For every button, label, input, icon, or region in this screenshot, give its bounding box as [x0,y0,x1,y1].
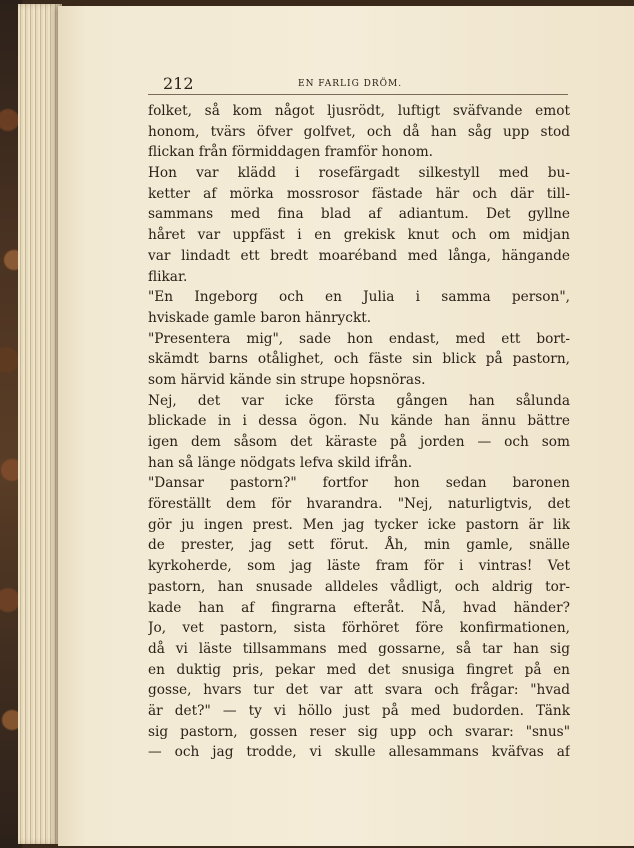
text-line: flickan från förmiddagen framför honom. [148,144,434,161]
text-line: Nej, det var icke första gången han sålunda [148,392,570,409]
text-line: igen dem såsom det käraste på jorden — och som [148,434,570,450]
text-line: honom, tvärs öfver golfvet, och då han såg upp stod [148,123,570,140]
text-line: — och jag trodde, vi skulle allesammans kväfvas af [148,744,570,761]
text-line: Hon var klädd i rosefärgadt silkestyll med bu- [148,165,570,182]
text-line: Jo, vet pastorn, sista förhöret före konfirmationen, [148,620,570,637]
page-number: 212 [163,74,194,93]
running-title: EN FARLIG DRÖM. [298,79,403,89]
text-line: då vi läste tillsammans med gossarne, så tar han sig [148,640,570,657]
text-line: skämdt barns otålighet, och fäste sin blick på pastorn, [148,351,570,368]
body-text [148,101,570,763]
text-line: hviskade gamle baron hänryckt. [148,309,372,326]
text-line: "Dansar pastorn?" fortfor hon sedan baronen [148,475,570,492]
text-line: sammans med fina blad af adiantum. Det gyllne [148,206,570,223]
text-line: pastorn, han snusade alldeles vådligt, och aldrig tor- [148,578,570,595]
text-line: ketter af mörka mossrosor fästade här och där till- [148,185,570,202]
text-line: föreställt dem för hvarandra. "Nej, naturligtvis, det [148,496,570,513]
text-line: han så länge nödgats lefva skild ifrån. [148,454,413,471]
text-line: "Presentera mig", sade hon endast, med ett bort- [148,330,570,347]
page-edges [18,4,62,844]
text-line: folket, så kom något ljusrödt, luftigt sväfvande emot [148,103,570,119]
text-line: gosse, hvars tur det var att svara och frågar: "hvad [148,682,570,699]
text-line: de prester, jag sett förut. Åh, min gamle, snälle [148,537,570,554]
text-line: håret var uppfäst i en grekisk knut och om midjan [148,227,570,244]
text-line: en duktig pris, pekar med det snusiga fingret på en [148,661,570,678]
text-line: blickade in i dessa ögon. Nu kände han ännu bättre [148,413,570,430]
text-line: gör ju ingen prest. Men jag tycker icke pastorn är lik [148,516,570,533]
text-line: är det?" — ty vi höllo just på med budorden. Tänk [148,702,570,719]
text-line: sig pastorn, gossen reser sig upp och svarar: "snus" [148,723,570,740]
text-line: kade han af fingrarna efteråt. Nå, hvad händer? [148,599,570,616]
text-line: kyrkoherde, som jag läste fram för i vintras! Vet [148,558,570,575]
text-line: var lindadt ett bredt moaréband med långa, hängande [148,247,570,264]
header-rule [148,94,568,95]
text-line: "En Ingeborg och en Julia i samma person", [148,289,570,306]
text-line: som härvid kände sin strupe hopsnöras. [148,371,426,388]
page-header [148,76,568,94]
text-line: flikar. [148,268,188,285]
